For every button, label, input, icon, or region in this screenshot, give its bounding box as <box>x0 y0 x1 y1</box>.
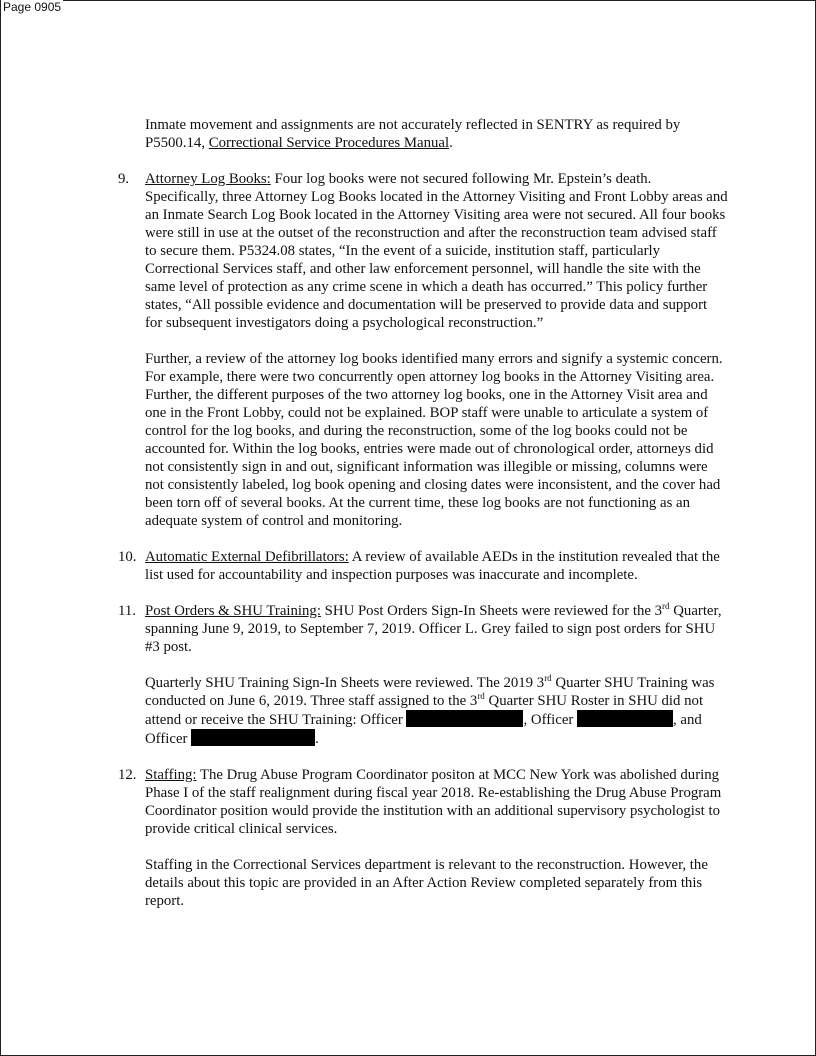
document-body <box>118 116 728 910</box>
item-11-paragraph-1: Post Orders & SHU Training: SHU Post Orders Sign-In Sheets were reviewed for the 3rd Quarter, spanning June 9, 2019, to September 7, 2019. Officer L. Grey failed to sign post orders for SHU #3 post. <box>145 601 722 655</box>
item-9-title: Attorney Log Books: <box>145 171 271 187</box>
item-9-paragraph-1: Attorney Log Books: Four log books were not secured following Mr. Epstein’s death. Specifically, three Attorney Log Books located in the Attorney Visiting and Front Lobby areas and an Inmate Search Log Book located in the Attorney Visiting area were not secured. All four books were still in use at the outset of the reconstruction and after the reconstruction team advised staff to secure them. P5324.08 states, “In the event of a suicide, institution staff, particularly Correctional Services staff, and other law enforcement personnel, will handle the site with the same level of protection as any crime scene in which a death has occurred.” This policy further states, “All possible evidence and documentation will be preserved to provide data and support for subsequent investigators doing a psychological reconstruction.” <box>145 171 728 331</box>
item-12-staffing <box>118 766 728 910</box>
redaction-block <box>191 729 315 746</box>
manual-reference: Correctional Service Procedures Manual <box>208 135 450 151</box>
item-10-title: Automatic External Defibrillators: <box>145 549 349 565</box>
item-11-paragraph-2: Quarterly SHU Training Sign-In Sheets were reviewed. The 2019 3rd Quarter SHU Training was conducted on June 6, 2019. Three staff assigned to the 3rd Quarter SHU Roster in SHU did not attend or receive the SHU Training: Officer , Officer , and Officer . <box>145 673 715 747</box>
item-number: 9. <box>118 171 130 187</box>
item-9-paragraph-2: Further, a review of the attorney log books identified many errors and signify a systemic concern. For example, there were two concurrently open attorney log books in the Attorney Visiting area. Further, the different purposes of the two attorney log books, one in the Attorney Visit area and one in the Front Lobby, could not be explained. BOP staff were unable to articulate a system of control for the log books, and during the reconstruction, some of the log books could not be accounted for. Within the log books, entries were made out of chronological order, attorneys did not consistently sign in and out, significant information was illegible or missing, columns were not consistently labeled, log book opening and closing dates were inconsistent, and the cover had been torn off of several books. At the current time, these log books are not functioning as an adequate system of control and monitoring. <box>145 351 723 529</box>
item-11-title: Post Orders & SHU Training: <box>145 603 321 619</box>
item-10-aed <box>118 548 728 584</box>
redaction-block <box>577 710 673 727</box>
item-number: 12. <box>118 767 137 783</box>
intro-paragraph: Inmate movement and assignments are not accurately reflected in SENTRY as required by P5500.14, Correctional Service Procedures Manual. <box>145 117 681 151</box>
item-12-paragraph-1: Staffing: The Drug Abuse Program Coordinator positon at MCC New York was abolished during Phase I of the staff realignment during fiscal year 2018. Re-establishing the Drug Abuse Program Coordinator position would provide the institution with an additional supervisory psychologist to provide critical clinical services. <box>145 767 722 837</box>
page-number-label: Page 0905 <box>3 0 62 14</box>
item-number: 10. <box>118 549 137 565</box>
item-11-post-orders <box>118 602 728 748</box>
item-10-paragraph: Automatic External Defibrillators: A review of available AEDs in the institution revealed that the list used for accountability and inspection purposes was inaccurate and incomplete. <box>145 549 720 583</box>
item-12-paragraph-2: Staffing in the Correctional Services department is relevant to the reconstruction. However, the details about this topic are provided in an After Action Review completed separately from this report. <box>145 857 708 909</box>
redaction-block <box>406 710 523 727</box>
item-number: 11. <box>118 603 136 619</box>
item-12-title: Staffing: <box>145 767 197 783</box>
item-9-attorney-log-books <box>118 170 728 530</box>
